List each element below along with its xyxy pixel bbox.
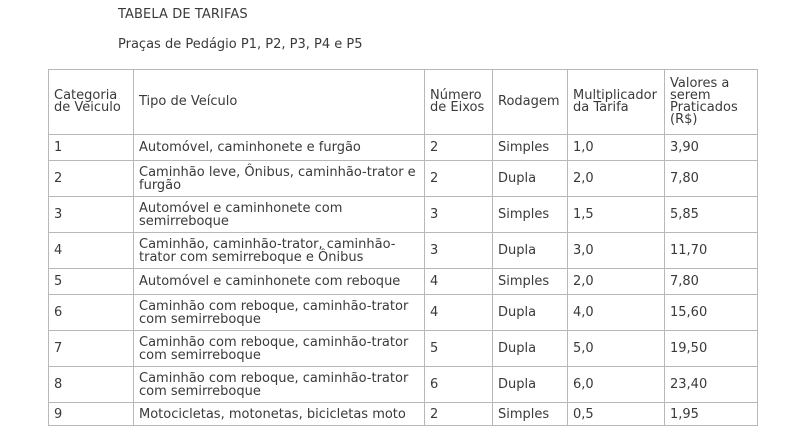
cell-valor: 7,80 [665,269,758,295]
cell-eixos: 2 [425,161,493,197]
document-title: TABELA DE TARIFAS [118,7,248,22]
cell-tipo: Caminhão, caminhão-trator, caminhão-trator com semirreboque e Ônibus [134,233,425,269]
cell-categoria: 4 [49,233,134,269]
table-row [49,135,758,161]
header-rodagem: Rodagem [493,70,568,135]
cell-categoria: 1 [49,135,134,161]
cell-rodagem: Dupla [493,161,568,197]
cell-multiplicador: 0,5 [568,403,665,426]
cell-multiplicador: 2,0 [568,161,665,197]
cell-valor: 1,95 [665,403,758,426]
cell-multiplicador: 5,0 [568,331,665,367]
cell-valor: 11,70 [665,233,758,269]
cell-categoria: 2 [49,161,134,197]
cell-rodagem: Dupla [493,233,568,269]
cell-tipo: Automóvel, caminhonete e furgão [134,135,425,161]
table-header-row [49,70,758,135]
cell-eixos: 4 [425,295,493,331]
document-subtitle: Praças de Pedágio P1, P2, P3, P4 e P5 [118,37,363,52]
table-row [49,197,758,233]
cell-rodagem: Dupla [493,331,568,367]
cell-multiplicador: 1,5 [568,197,665,233]
table-row [49,269,758,295]
cell-tipo: Caminhão leve, Ônibus, caminhão-trator e furgão [134,161,425,197]
table-row [49,233,758,269]
table-row [49,295,758,331]
table-row [49,331,758,367]
cell-eixos: 2 [425,135,493,161]
cell-tipo: Motocicletas, motonetas, bicicletas moto [134,403,425,426]
cell-tipo: Automóvel e caminhonete com semirreboque [134,197,425,233]
cell-multiplicador: 1,0 [568,135,665,161]
cell-multiplicador: 3,0 [568,233,665,269]
table-row [49,403,758,426]
cell-rodagem: Simples [493,269,568,295]
cell-eixos: 3 [425,233,493,269]
cell-rodagem: Dupla [493,295,568,331]
cell-tipo: Automóvel e caminhonete com reboque [134,269,425,295]
cell-categoria: 6 [49,295,134,331]
cell-eixos: 6 [425,367,493,403]
cell-categoria: 8 [49,367,134,403]
cell-rodagem: Simples [493,135,568,161]
cell-eixos: 2 [425,403,493,426]
cell-tipo: Caminhão com reboque, caminhão-trator com semirreboque [134,331,425,367]
cell-tipo: Caminhão com reboque, caminhão-trator com semirreboque [134,367,425,403]
cell-categoria: 9 [49,403,134,426]
cell-valor: 7,80 [665,161,758,197]
cell-categoria: 3 [49,197,134,233]
header-categoria: Categoria de Veiculo [49,70,134,135]
tariff-table [48,69,758,426]
header-valores: Valores a serem Praticados (R$) [665,70,758,135]
header-tipo: Tipo de Veículo [134,70,425,135]
table-row [49,367,758,403]
table-row [49,161,758,197]
cell-eixos: 5 [425,331,493,367]
cell-rodagem: Simples [493,197,568,233]
header-eixos: Número de Eixos [425,70,493,135]
cell-multiplicador: 4,0 [568,295,665,331]
cell-valor: 3,90 [665,135,758,161]
cell-categoria: 7 [49,331,134,367]
cell-rodagem: Simples [493,403,568,426]
cell-valor: 23,40 [665,367,758,403]
cell-eixos: 4 [425,269,493,295]
cell-valor: 19,50 [665,331,758,367]
cell-rodagem: Dupla [493,367,568,403]
cell-multiplicador: 2,0 [568,269,665,295]
cell-tipo: Caminhão com reboque, caminhão-trator com semirreboque [134,295,425,331]
cell-valor: 5,85 [665,197,758,233]
cell-multiplicador: 6,0 [568,367,665,403]
cell-eixos: 3 [425,197,493,233]
cell-valor: 15,60 [665,295,758,331]
cell-categoria: 5 [49,269,134,295]
header-multiplicador: Multiplicador da Tarifa [568,70,665,135]
